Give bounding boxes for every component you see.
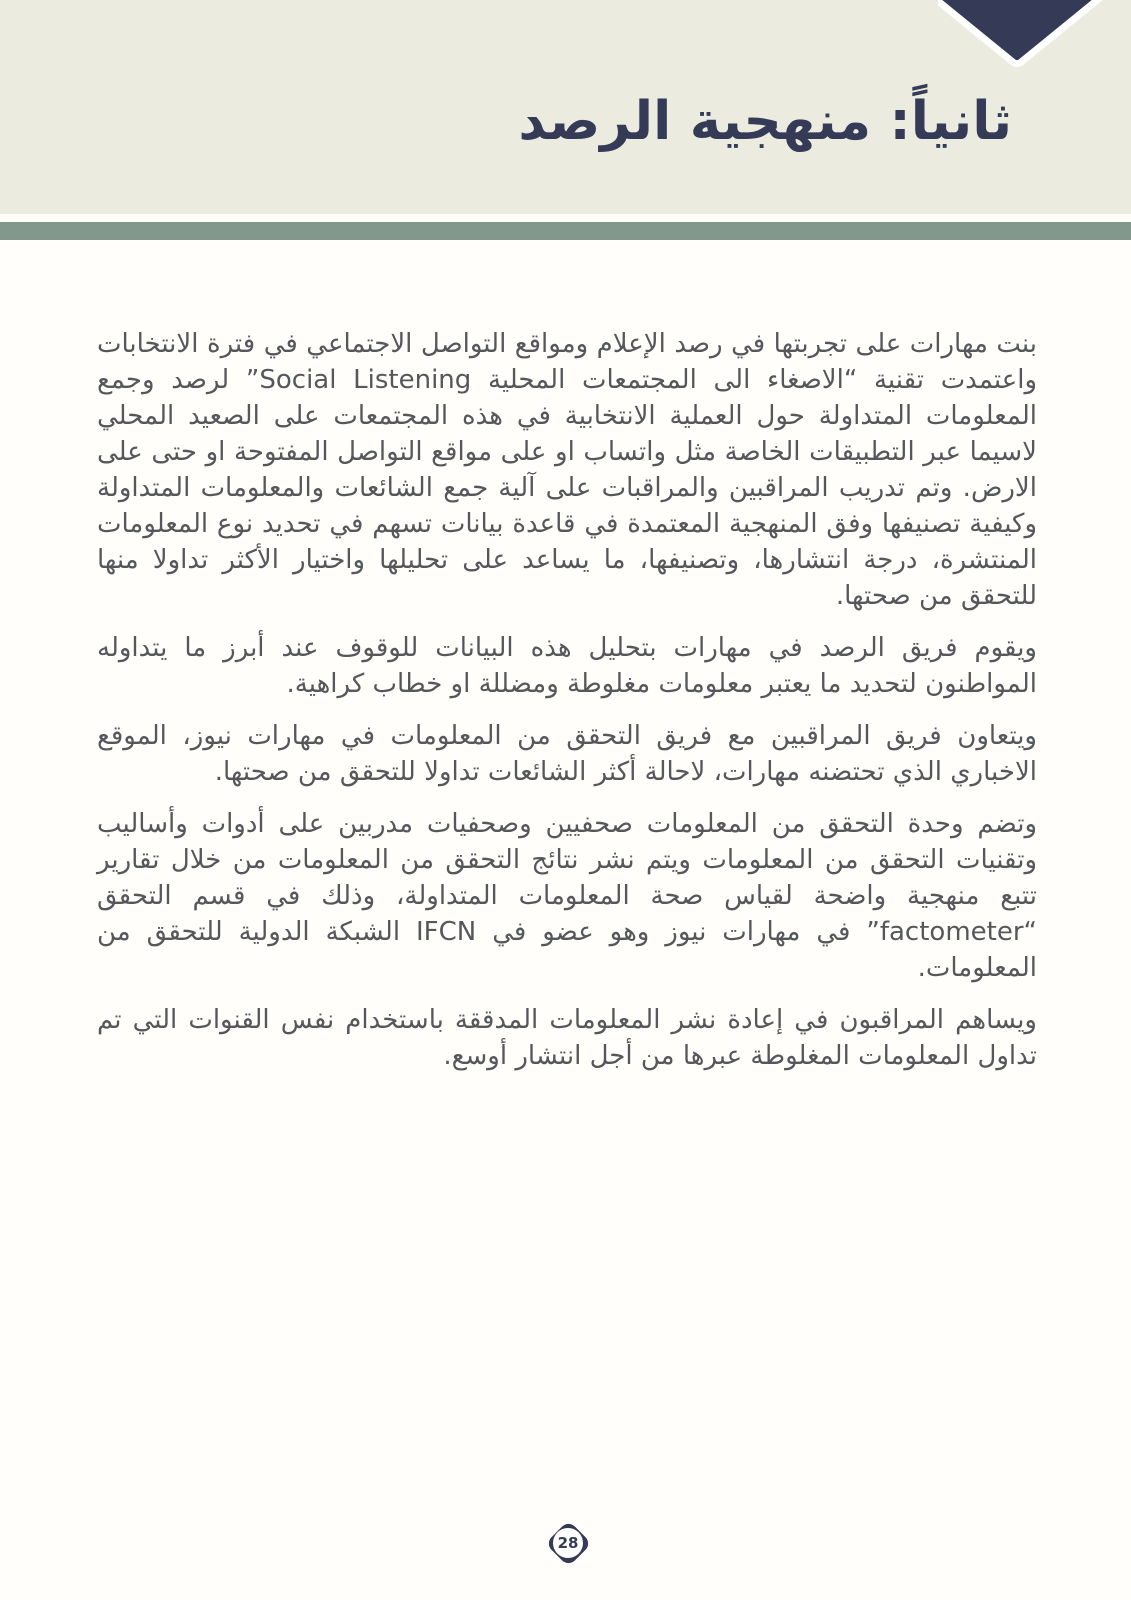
body-content (0, 240, 1131, 1074)
paragraph-republishing: ويساهم المراقبون في إعادة نشر المعلومات المدققة باستخدام نفس القنوات التي تم تداول المعلومات المغلوطة عبرها من أجل انتشار أوسع. (97, 1005, 1037, 1071)
paragraph-analysis-team: ويقوم فريق الرصد في مهارات بتحليل هذه البيانات للوقوف عند أبرز ما يتداوله المواطنون لتحديد ما يعتبر معلومات مغلوطة ومضللة او خطاب كراهية. (97, 633, 1037, 699)
divider-bar (0, 222, 1131, 240)
page-number: 28 (557, 1534, 579, 1552)
paragraph-cooperation-maharat-news: ويتعاون فريق المراقبين مع فريق التحقق من المعلومات في مهارات نيوز، الموقع الاخباري الذي تحتضنه مهارات، لاحالة أكثر الشائعات تداولا للتحقق من صحتها. (97, 721, 1037, 787)
page-number-circle (553, 1528, 583, 1558)
page-number-badge (538, 1513, 598, 1573)
page-title: ثانياً: منهجية الرصد (518, 91, 1012, 152)
page-header (0, 0, 1131, 214)
paragraph-monitoring-methodology: بنت مهارات على تجربتها في رصد الإعلام ومواقع التواصل الاجتماعي في فترة الانتخابات واعتمدت تقنية “الاصغاء الى المجتمعات المحلية Social Listening” لرصد وجمع المعلومات المتداولة حول العملية الانتخابية في هذه المجتمعات على الصعيد المحلي لاسيما عبر التطبيقات الخاصة مثل واتساب او على مواقع التواصل المفتوحة او حتى على الارض. وتم تدريب المراقبين والمراقبات على آلية جمع الشائعات والمعلومات المتداولة وكيفية تصنيفها وفق المنهجية المعتمدة في قاعدة بيانات تسهم في تحديد نوع المعلومات المنتشرة، درجة انتشارها، وتصنيفها، ما يساعد على تحليلها واختيار الأكثر تداولا منها للتحقق من صحتها. (97, 329, 1038, 611)
paragraph-fact-checking-unit: وتضم وحدة التحقق من المعلومات صحفيين وصحفيات مدربين على أدوات وأساليب وتقنيات التحقق من المعلومات ويتم نشر نتائج التحقق من المعلومات من خلال تقارير تتبع منهجية واضحة لقياس صحة المعلومات المتداولة، وذلك في قسم التحقق “factometer” في مهارات نيوز وهو عضو في IFCN الشبكة الدولية للتحقق من المعلومات. (97, 809, 1038, 983)
chevron-down-icon (938, 0, 1108, 80)
